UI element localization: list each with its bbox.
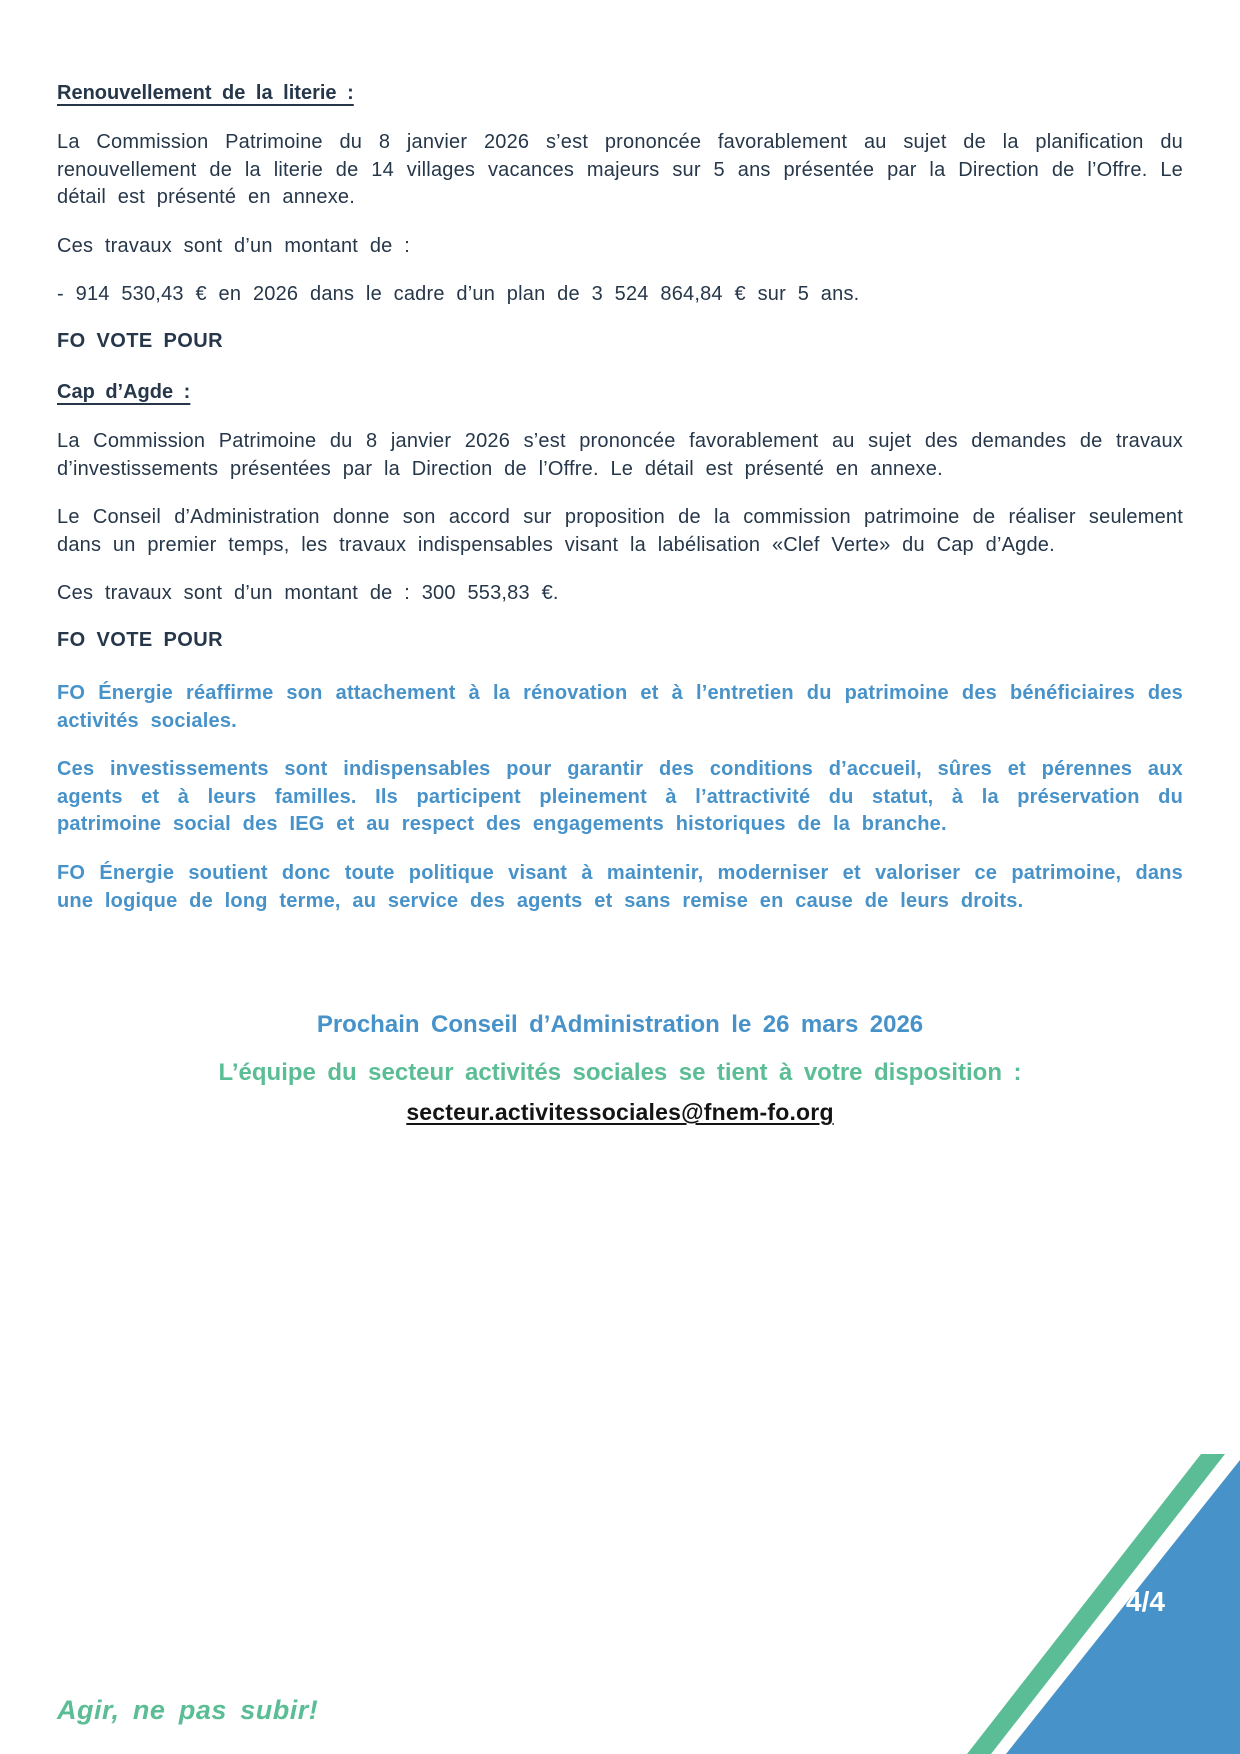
contact-email-link[interactable]: secteur.activitessociales@fnem-fo.org (406, 1099, 834, 1126)
cap-agde-vote-statement: FO VOTE POUR (57, 628, 223, 651)
next-meeting-announcement: Prochain Conseil d’Administration le 26 mars 2026 (316, 1011, 924, 1039)
literie-paragraph-1: La Commission Patrimoine du 8 janvier 2026 s’est prononcée favorablement au sujet de la planification du renouvellement de la literie de 14 villages vacances majeurs sur 5 ans présentée par la Direction de l’Offre. Le détail est présenté en annexe. (57, 131, 1183, 209)
literie-amount-line: - 914 530,43 € en 2026 dans le cadre d’un plan de 3 524 864,84 € sur 5 ans. (57, 283, 860, 306)
position-paragraph-3: FO Énergie soutient donc toute politique visant à maintenir, moderniser et valoriser ce patrimoine, dans une logique de long terme, au service des agents et sans remise en cause de leurs droits. (57, 861, 1183, 912)
literie-vote-statement: FO VOTE POUR (57, 329, 223, 352)
cap-agde-paragraph-3: Ces travaux sont d’un montant de : 300 553,83 €. (57, 582, 559, 605)
closing-block (57, 1011, 1183, 1126)
page-number: 4/4 (1126, 1586, 1165, 1617)
cap-agde-paragraph-2: Le Conseil d’Administration donne son accord sur proposition de la commission patrimoine de réaliser seulement dans un premier temps, les travaux indispensables visant la labélisation «Clef Verte» du Cap d’Agde. (57, 506, 1183, 556)
page-content (57, 78, 1183, 1126)
section-heading-literie: Renouvellement de la literie : (57, 82, 354, 104)
cap-agde-paragraph-1: La Commission Patrimoine du 8 janvier 2026 s’est prononcée favorablement au sujet des demandes de travaux d’investissements présentées par la Direction de l’Offre. Le détail est présenté en annexe. (57, 429, 1183, 480)
team-availability-line: L’équipe du secteur activités sociales se tient à votre disposition : (218, 1059, 1022, 1087)
section-heading-cap-agde: Cap d’Agde : (57, 380, 191, 403)
footer-slogan: Agir, ne pas subir! (57, 1695, 319, 1725)
corner-decoration (940, 1454, 1240, 1754)
position-paragraph-1: FO Énergie réaffirme son attachement à la rénovation et à l’entretien du patrimoine des bénéficiaires des activités sociales. (57, 681, 1183, 732)
literie-paragraph-2: Ces travaux sont d’un montant de : (57, 234, 410, 257)
position-paragraph-2: Ces investissements sont indispensables pour garantir des conditions d’accueil, sûres et pérennes aux agents et à leurs familles. Ils participent pleinement à l’attractivité du statut, à la préservation du patrimoine social des IEG et au respect des engagements historiques de la branche. (57, 758, 1183, 836)
contact-email-line (57, 1099, 1183, 1126)
